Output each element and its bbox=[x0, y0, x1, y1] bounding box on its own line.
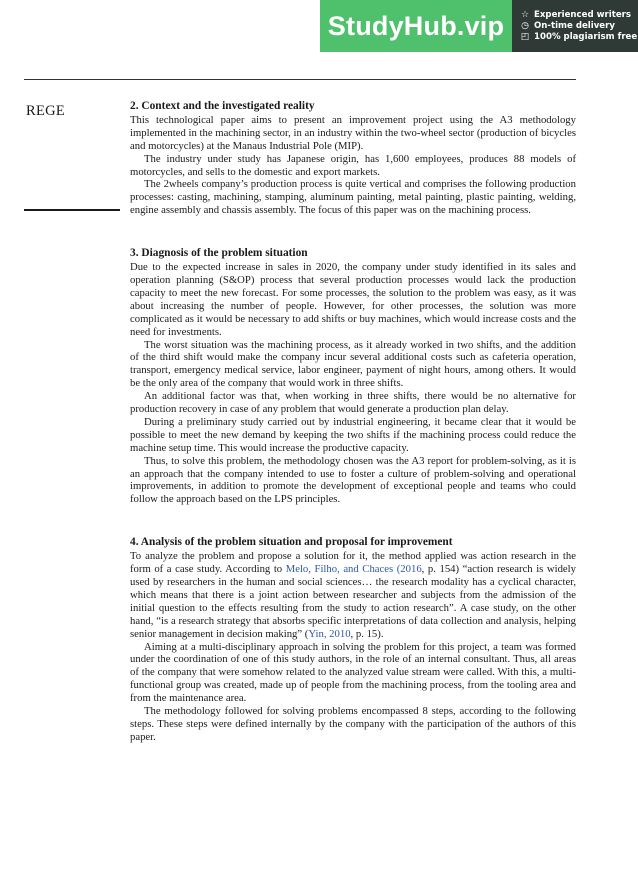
text-run: , p. 154) “action research is widely used by researchers in the human and social sciences… the research modality has a cyclical character, which means that there is a joint action between researcher and subjects from the admission of the initial question to the effects resulting from the study to action research”. A case study, on the other hand, “is a research strategy that absorbs specific interpretations of data collection and analysis, helping senior management in decision making” ( bbox=[130, 563, 576, 640]
section-heading: 3. Diagnosis of the problem situation bbox=[130, 247, 308, 260]
paragraph: This technological paper aims to present an improvement project using the A3 methodology implemented in the machining sector, in an industry within the two-wheel sector (production of bicycles and motorcycles) at the Manaus Industrial Pole (MIP). bbox=[130, 113, 576, 152]
section-heading: 2. Context and the investigated reality bbox=[130, 100, 315, 112]
citation-link[interactable]: Melo, Filho, and Chaces (2016 bbox=[285, 563, 422, 576]
paragraph: The methodology followed for solving problems encompassed 8 steps, according to the following steps. These steps were defined internally by the company with the participation of the authors of this paper. bbox=[130, 705, 576, 743]
text-run: , p. 15). bbox=[350, 627, 384, 640]
section-heading: 4. Analysis of the problem situation and proposal for improvement bbox=[130, 536, 453, 549]
paragraph: The 2wheels company’s production process is quite vertical and comprises the following production processes: casting, machining, stamping, aluminum painting, metal painting, plastic painting, welding, engine assembly and chassis assembly. The focus of this paper was on the machining process. bbox=[130, 178, 576, 217]
star-icon: ☆ bbox=[520, 10, 530, 20]
paragraph: Thus, to solve this problem, the methodology chosen was the A3 report for problem-solving, as it is an approach that the company intended to use to foster a culture of problem-solving and operational improvements, in addition to promote the development of exceptional people and teams who could follow the approach based on the LPS principles. bbox=[130, 454, 576, 506]
margin-rule bbox=[24, 209, 120, 211]
paragraph: During a preliminary study carried out by industrial engineering, it became clear that it would be possible to meet the new demand by keeping the two shifts if the machining process could reduce the machine setup time. This would increase the productive capacity. bbox=[130, 415, 576, 454]
document-check-icon: ◰ bbox=[520, 32, 530, 42]
paragraph: An additional factor was that, when working in three shifts, there would be no alternative for production recovery in case of any problem that would generate a production plan delay. bbox=[130, 390, 576, 416]
banner-feature-text: 100% plagiarism free bbox=[534, 32, 638, 42]
paragraph bbox=[130, 550, 576, 640]
banner-feature bbox=[520, 32, 638, 42]
banner-feature-text: On-time delivery bbox=[534, 21, 615, 31]
paragraph: Due to the expected increase in sales in 2020, the company under study identified in its sales and operation planning (S&OP) process that several production processes would lack the production capacity to meet the new forecast. For some processes, the solution to the problem was easy, as it was about increasing the number of people. However, for other processes, the solution was more complicated as it would be necessary to add shifts or buy machines, which would increase costs and the need for investments. bbox=[130, 261, 576, 338]
clock-icon: ◷ bbox=[521, 21, 529, 31]
section-analysis bbox=[130, 536, 576, 744]
banner-feature bbox=[520, 21, 638, 31]
section-context bbox=[130, 100, 576, 217]
paragraph: Aiming at a multi-disciplinary approach in solving the problem for this project, a team was formed under the coordination of one of this study authors, in the role of an internal consultant. Thus, all areas of the company that were somehow related to the analyzed value stream were called. With this, a multi-functional group was created, made up of people from the machining process, from the tooling area and from the maintenance area. bbox=[130, 640, 576, 705]
studyhub-logo[interactable]: StudyHub.vip bbox=[320, 0, 512, 52]
paragraph: The worst situation was the machining process, as it already worked in two shifts, and the addition of the third shift would make the company incur several additional costs such as cafeteria operation, transport, emergency medical service, labor engineer, payment of night hours, among others. It would be the only area of the company that would work in three shifts. bbox=[130, 338, 576, 390]
studyhub-banner[interactable] bbox=[320, 0, 638, 52]
header-rule bbox=[24, 79, 576, 80]
article-body bbox=[130, 100, 576, 744]
citation-link[interactable]: Yin, 2010 bbox=[308, 627, 351, 640]
section-diagnosis bbox=[130, 247, 576, 506]
banner-feature-list bbox=[512, 0, 638, 52]
paragraph: The industry under study has Japanese origin, has 1,600 employees, produces 88 models of motorcycles, and sells to the domestic and export markets. bbox=[130, 152, 576, 178]
text-run: To analyze the problem and propose a solution for it, the method applied was action research in the form of a case study. According to bbox=[130, 550, 576, 576]
banner-feature bbox=[520, 10, 638, 20]
banner-feature-text: Experienced writers bbox=[534, 10, 632, 20]
journal-name: REGE bbox=[26, 103, 66, 119]
